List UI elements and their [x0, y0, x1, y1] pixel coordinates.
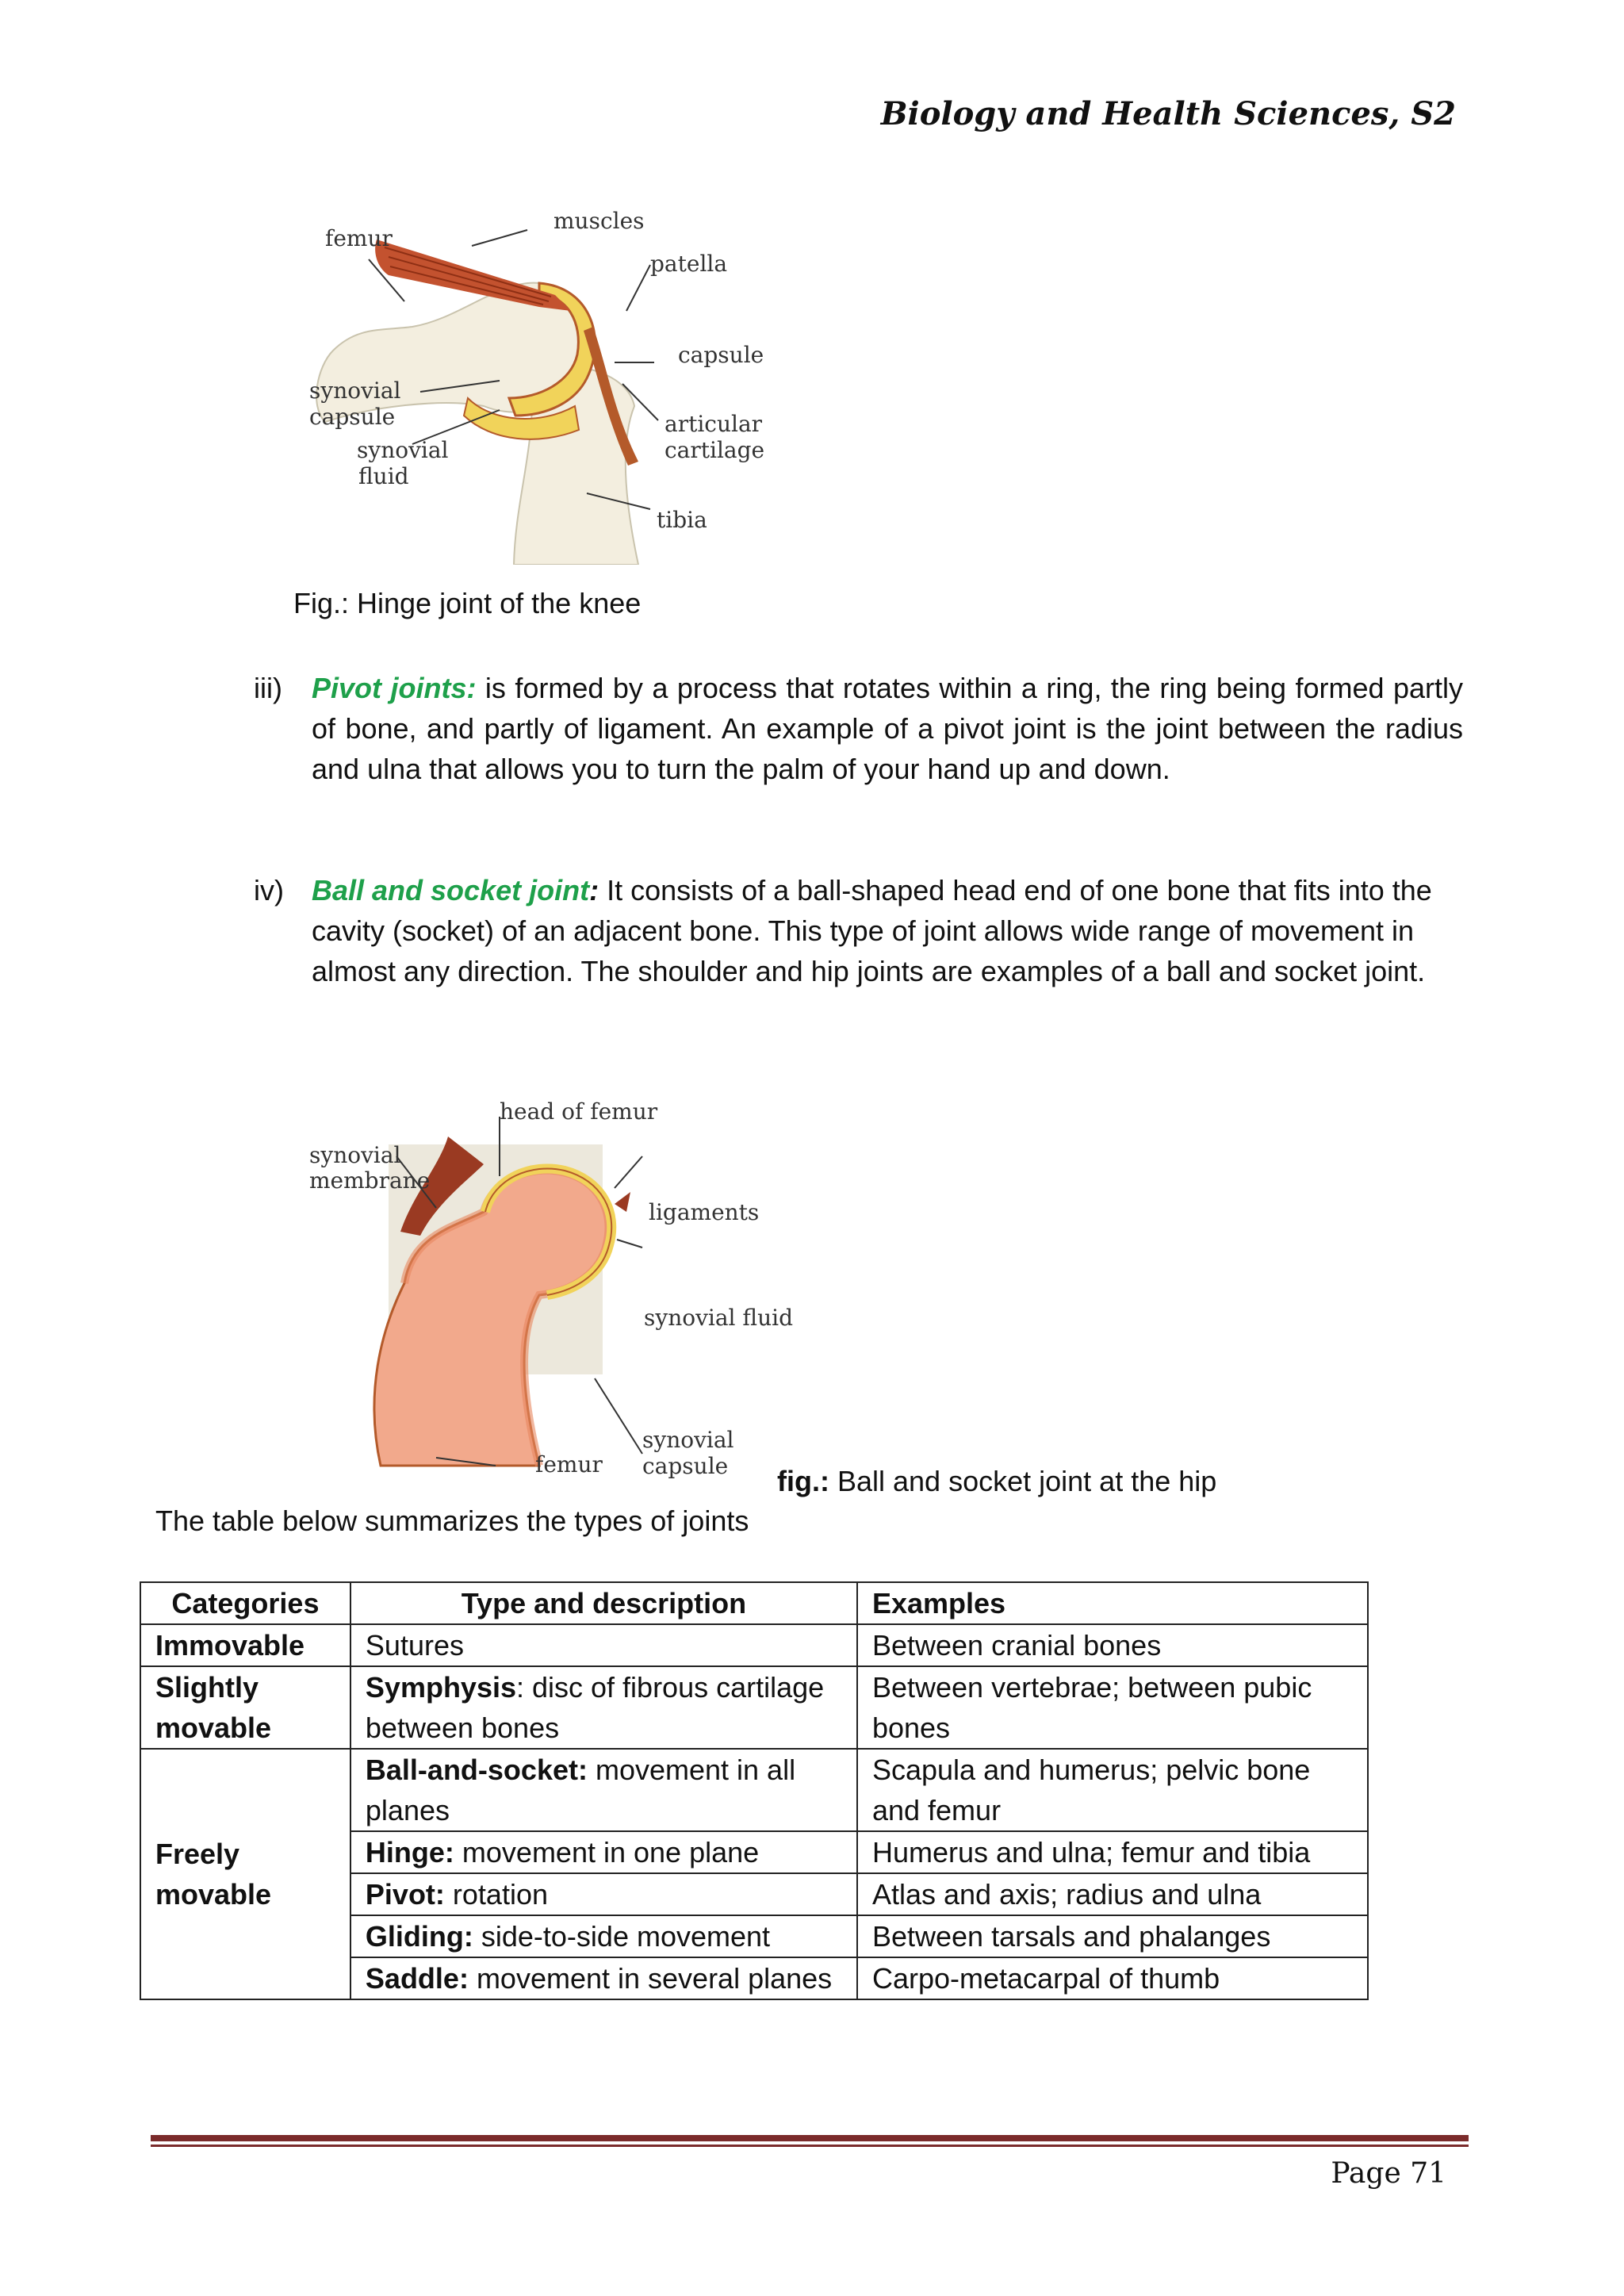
type-cell [350, 1749, 857, 1831]
label-synovial-capsule-1: synovial [642, 1427, 734, 1453]
label-muscles: muscles [553, 208, 645, 234]
type-desc: rotation [444, 1878, 548, 1911]
type-desc: side-to-side movement [473, 1920, 771, 1953]
label-synovial-membrane-1: synovial [309, 1142, 401, 1168]
label-synovial-fluid: synovial fluid [644, 1305, 793, 1331]
header-examples: Examples [857, 1582, 1368, 1624]
list-number: iii) [254, 672, 282, 704]
label-cartilage: cartilage [665, 437, 765, 463]
label-head-of-femur: head of femur [500, 1098, 658, 1125]
table-row [140, 1749, 1368, 1831]
type-cell [350, 1831, 857, 1873]
table-intro: The table below summarizes the types of joints [155, 1504, 749, 1537]
ball-socket-description: It consists of a ball-shaped head end of one bone that fits into the cavity (socket) of an adjacent bone. This type of joint allows wide range of movement in almost any direction. The shoulder and hip joints are examples of a ball and socket joint. [312, 874, 1432, 987]
footer-rule-thin [151, 2145, 1469, 2147]
type-name: Pivot: [365, 1878, 445, 1911]
type-name: Symphysis [365, 1671, 516, 1704]
label-synovial-capsule-2: capsule [309, 404, 396, 430]
table-row [140, 1666, 1368, 1749]
category-cell: Immovable [140, 1624, 350, 1666]
type-cell [350, 1957, 857, 1999]
example-cell: Carpo-metacarpal of thumb [857, 1957, 1368, 1999]
footer-rule [151, 2135, 1469, 2141]
figure2-caption-text: Ball and socket joint at the hip [829, 1465, 1217, 1497]
type-desc: movement in all planes [365, 1754, 796, 1826]
running-header: Biology and Health Sciences, S2 [880, 95, 1456, 132]
knee-hinge-joint-figure [301, 208, 777, 565]
category-cell: Freely movable [140, 1749, 350, 1999]
example-cell: Between cranial bones [857, 1624, 1368, 1666]
type-desc: movement in one plane [454, 1836, 760, 1869]
term-ball-socket: Ball and socket joint [312, 874, 590, 907]
figure2-caption-prefix: fig.: [777, 1465, 829, 1497]
figure2-caption [777, 1465, 1216, 1498]
label-synovial-membrane-2: membrane [309, 1167, 431, 1194]
list-number: iv) [254, 874, 284, 907]
type-name: Hinge: [365, 1836, 454, 1869]
type-cell [350, 1666, 857, 1749]
label-articular: articular [665, 411, 763, 437]
term-colon: : [589, 874, 599, 907]
example-cell: Between tarsals and phalanges [857, 1915, 1368, 1957]
type-name: Gliding: [365, 1920, 473, 1953]
list-item-ball-socket [254, 870, 1463, 991]
label-synovial-fluid-2: fluid [358, 463, 409, 489]
type-cell [350, 1915, 857, 1957]
header-type: Type and description [350, 1582, 857, 1624]
type-name: Ball-and-socket: [365, 1754, 588, 1786]
type-desc: movement in several planes [468, 1962, 833, 1995]
table-row [140, 1624, 1368, 1666]
page-number: Page 71 [1331, 2157, 1446, 2190]
label-tibia: tibia [657, 507, 707, 533]
category-cell: Slightly movable [140, 1666, 350, 1749]
example-cell: Between vertebrae; between pubic bones [857, 1666, 1368, 1749]
label-femur: femur [325, 225, 393, 251]
figure1-caption: Fig.: Hinge joint of the knee [293, 587, 642, 619]
label-patella: patella [650, 251, 728, 277]
type-cell [350, 1873, 857, 1915]
hip-ball-socket-figure [301, 1093, 793, 1489]
table-header-row [140, 1582, 1368, 1624]
joints-summary-table [140, 1581, 1369, 2000]
example-cell: Scapula and humerus; pelvic bone and femur [857, 1749, 1368, 1831]
type-name: Saddle: [365, 1962, 469, 1995]
label-femur: femur [535, 1451, 603, 1478]
type-cell: Sutures [350, 1624, 857, 1666]
label-synovial-capsule-2: capsule [642, 1453, 729, 1479]
type-desc: : disc of fibrous cartilage between bones [365, 1671, 825, 1744]
label-synovial-capsule-1: synovial [309, 378, 401, 404]
example-cell: Atlas and axis; radius and ulna [857, 1873, 1368, 1915]
pivot-description: is formed by a process that rotates within a ring, the ring being formed partly of bone, and partly of ligament. An example of a pivot joint is the joint between the radius and ulna that allows you to turn the palm of your hand up and down. [312, 672, 1464, 785]
term-pivot-joints: Pivot joints: [312, 672, 477, 704]
list-item-pivot [254, 668, 1463, 789]
label-synovial-fluid-1: synovial [357, 437, 449, 463]
label-ligaments: ligaments [649, 1199, 760, 1225]
label-capsule: capsule [678, 342, 764, 368]
example-cell: Humerus and ulna; femur and tibia [857, 1831, 1368, 1873]
header-categories: Categories [140, 1582, 350, 1624]
